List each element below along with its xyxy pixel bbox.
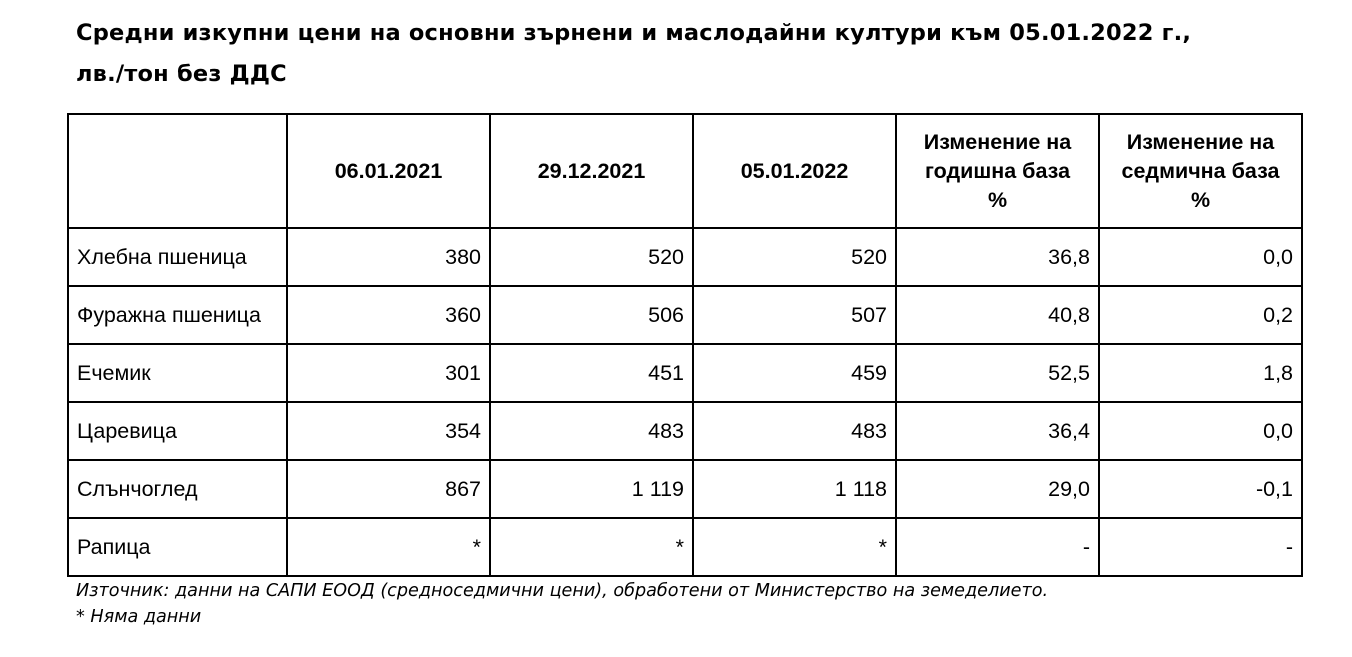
crop-name: Ечемик: [68, 344, 287, 402]
table-row: [68, 402, 1302, 460]
prices-table: [67, 113, 1303, 577]
price-2021: 360: [287, 286, 490, 344]
table-row: [68, 460, 1302, 518]
title-line-1: Средни изкупни цени на основни зърнени и маслодайни култури към 05.01.2022 г.,: [76, 20, 1192, 46]
annual-change: -: [896, 518, 1099, 576]
header-annual-line-3: %: [987, 187, 1008, 212]
price-2021: *: [287, 518, 490, 576]
price-2022: 520: [693, 228, 896, 286]
table-header-row: [68, 114, 1302, 228]
annual-change: 40,8: [896, 286, 1099, 344]
weekly-change: 1,8: [1099, 344, 1302, 402]
price-2021: 354: [287, 402, 490, 460]
crop-name: Фуражна пшеница: [68, 286, 287, 344]
header-date-2912: 29.12.2021: [490, 114, 693, 228]
no-data-note: * Няма данни: [76, 607, 202, 627]
header-annual-change: [896, 114, 1099, 228]
price-2022: 507: [693, 286, 896, 344]
crop-name: Хлебна пшеница: [68, 228, 287, 286]
header-weekly-line-3: %: [1190, 187, 1211, 212]
annual-change: 29,0: [896, 460, 1099, 518]
table-row: [68, 518, 1302, 576]
price-2022: 1 118: [693, 460, 896, 518]
price-2912: 520: [490, 228, 693, 286]
header-weekly-line-2: седмична база: [1121, 158, 1280, 183]
header-weekly-change: [1099, 114, 1302, 228]
source-note: Източник: данни на САПИ ЕООД (средноседмични цени), обработени от Министерство на земеделието.: [76, 581, 1049, 601]
price-2021: 867: [287, 460, 490, 518]
price-2912: 451: [490, 344, 693, 402]
weekly-change: -0,1: [1099, 460, 1302, 518]
header-weekly-line-1: Изменение на: [1126, 129, 1275, 154]
price-2912: 506: [490, 286, 693, 344]
header-annual-line-1: Изменение на: [923, 129, 1072, 154]
table-row: [68, 344, 1302, 402]
table-row: [68, 286, 1302, 344]
header-crop: [68, 114, 287, 228]
weekly-change: 0,0: [1099, 228, 1302, 286]
crop-name: Слънчоглед: [68, 460, 287, 518]
title-line-2: лв./тон без ДДС: [76, 61, 287, 87]
price-2021: 301: [287, 344, 490, 402]
annual-change: 36,4: [896, 402, 1099, 460]
price-2912: 1 119: [490, 460, 693, 518]
header-annual-line-2: годишна база: [924, 158, 1071, 183]
table-row: [68, 228, 1302, 286]
crop-name: Рапица: [68, 518, 287, 576]
annual-change: 36,8: [896, 228, 1099, 286]
price-2022: *: [693, 518, 896, 576]
header-date-2022: 05.01.2022: [693, 114, 896, 228]
price-2022: 459: [693, 344, 896, 402]
footnotes: [76, 578, 1048, 630]
price-2912: 483: [490, 402, 693, 460]
price-2912: *: [490, 518, 693, 576]
weekly-change: -: [1099, 518, 1302, 576]
page-title: [76, 13, 1326, 95]
weekly-change: 0,0: [1099, 402, 1302, 460]
price-2022: 483: [693, 402, 896, 460]
crop-name: Царевица: [68, 402, 287, 460]
price-2021: 380: [287, 228, 490, 286]
annual-change: 52,5: [896, 344, 1099, 402]
header-date-2021: 06.01.2021: [287, 114, 490, 228]
weekly-change: 0,2: [1099, 286, 1302, 344]
